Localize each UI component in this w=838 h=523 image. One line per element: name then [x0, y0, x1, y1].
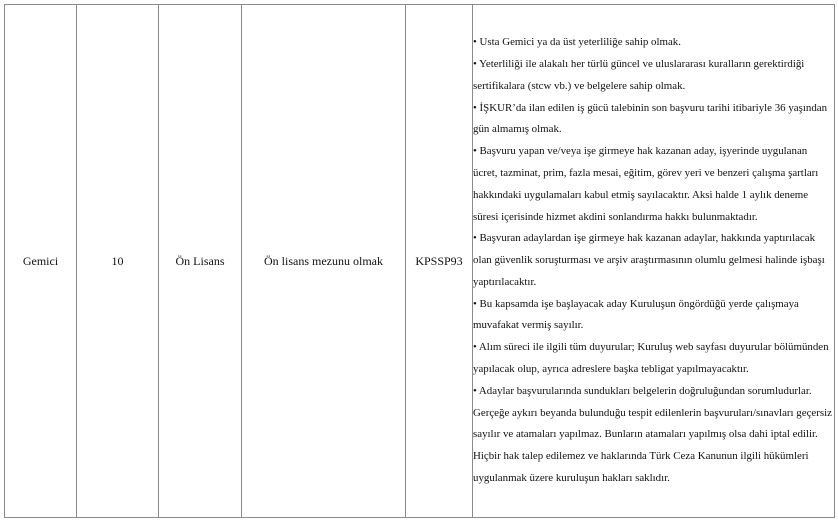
qualification-cell [242, 5, 406, 518]
requirement-item: • İŞKUR’da ilan edilen iş gücü talebinin son başvuru tarihi itibariyle 36 yaşından gün almamış olmak. [473, 101, 828, 136]
requirement-item: • Yeterliliği ile alakalı her türlü güncel ve uluslararası kuralların gerektirdiği sertifikalara (stcw vb.) ve belgelere sahip olmak. [473, 57, 805, 92]
requirement-item: • Adaylar başvurularında sundukları belgelerin doğruluğundan sorumludurlar. Gerçeğe aykırı beyanda bulunduğu tespit edilenlerin başvuruları/sınavları geçersiz sayılır ve atamaları yapılmaz. Bunların atamaları yapılmış olsa dahi iptal edilir. Hiçbir hak talep edilemez ve haklarında Türk Ceza Kanunun ilgili hükümleri uygulanmak üzere kuruluşun hakları saklıdır. [473, 384, 832, 485]
requirement-item: • Bu kapsamda işe başlayacak aday Kuruluşun öngördüğü yerde çalışmaya muvafakat vermiş sayılır. [473, 297, 799, 332]
qualification-text: Ön lisans mezunu olmak [264, 253, 383, 268]
job-requirements-table [4, 4, 835, 518]
education-level: Ön Lisans [175, 253, 225, 268]
education-level-cell [159, 5, 242, 518]
requirement-item: • Başvuru yapan ve/veya işe girmeye hak kazanan aday, işyerinde uygulanan ücret, tazminat, prim, fazla mesai, eğitim, görev yeri ve benzeri çalışma şartları hakkındaki uygulamaları kabul etmiş sayılacaktır. Aksi halde 1 aylık deneme süresi içerisinde hizmet akdini sonlandırma hakkı bulunmaktadır. [473, 145, 819, 223]
exam-cell [406, 5, 473, 518]
requirement-item: • Usta Gemici ya da üst yeterliliğe sahip olmak. [473, 36, 681, 49]
exam-type: KPSSP93 [415, 253, 463, 268]
position-count: 10 [111, 253, 124, 268]
requirements-cell [473, 5, 835, 518]
requirement-item: • Başvuran adaylardan işe girmeye hak kazanan adaylar, hakkında yaptırılacak olan güvenlik soruşturması ve arşiv araştırmasının olumlu gelmesi halinde işbaşı yaptırılacaktır. [473, 232, 825, 288]
count-cell [77, 5, 159, 518]
requirement-item: • Alım süreci ile ilgili tüm duyurular; Kuruluş web sayfası duyurular bölümünden yapılacak olup, ayrıca adreslere başka tebligat yapılmayacaktır. [473, 341, 829, 376]
table-row [5, 5, 835, 518]
position-cell [5, 5, 77, 518]
position-name: Gemici [22, 253, 59, 268]
